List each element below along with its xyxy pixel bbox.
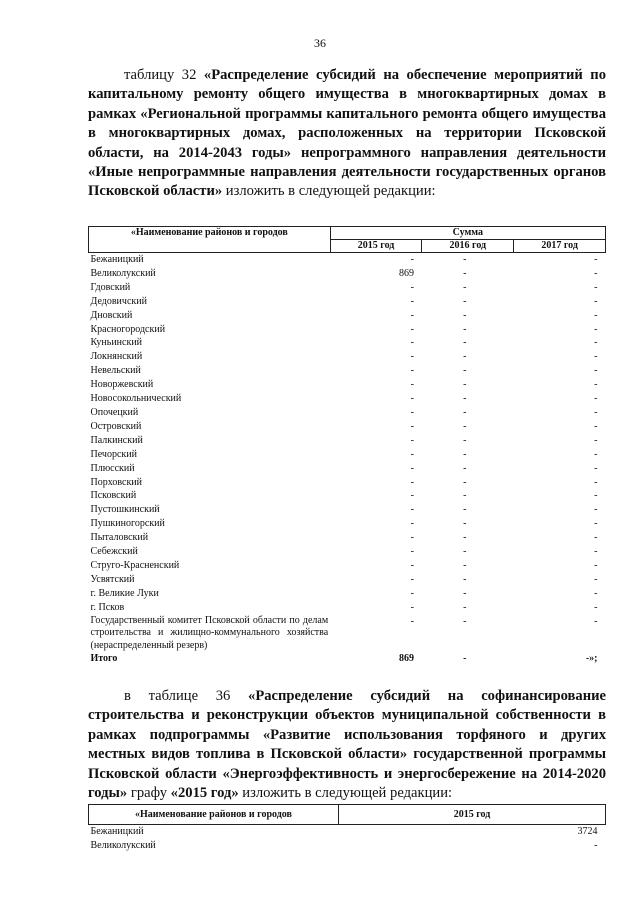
row-name: Опочецкий bbox=[90, 406, 139, 418]
table-row bbox=[89, 517, 606, 531]
row-value-2015: - bbox=[410, 504, 414, 516]
row-value-2015: - bbox=[594, 840, 598, 851]
table-row bbox=[89, 336, 606, 350]
row-value-2015: - bbox=[410, 601, 414, 613]
row-value-2017: - bbox=[594, 448, 598, 460]
page-number: 36 bbox=[314, 36, 326, 50]
table-row bbox=[89, 350, 606, 364]
table-row bbox=[89, 406, 606, 420]
row-value-2016: - bbox=[463, 448, 467, 460]
row-name: Невельский bbox=[90, 365, 141, 377]
row-value-2015: - bbox=[410, 420, 414, 432]
table-row bbox=[89, 378, 606, 392]
row-value-2017: - bbox=[594, 254, 598, 265]
table-row bbox=[89, 281, 606, 295]
row-value-2015: - bbox=[410, 559, 414, 571]
table-row bbox=[89, 531, 606, 545]
para2-bold1: «Распределение субсидий на софинансирование строительства и реконструкции объектов муниципальной собственности в рамках подпрограммы «Развитие использования торфяного и других местных видов топлива в Псковской области» государственной программы Псковской области «Энергоэффективность и энергосбережение на 2014-2020 годы» bbox=[88, 688, 606, 802]
row-value-2016: - bbox=[463, 462, 467, 474]
row-value-2015: 3724 bbox=[577, 826, 598, 837]
row-name: Великолукский bbox=[90, 267, 156, 279]
row-value-2015: - bbox=[410, 295, 414, 307]
row-name: Псковский bbox=[90, 490, 137, 502]
row-value-2016: - bbox=[463, 406, 467, 418]
row-value-2016: - bbox=[463, 379, 467, 391]
row-name: Плюсский bbox=[90, 462, 135, 474]
row-value-2017: - bbox=[594, 420, 598, 432]
row-value-2015: - bbox=[410, 365, 414, 377]
row-name: Государственный комитет Псковской области по делам строительства и жилищно-коммунального хозяйства (нераспределенный резерв) bbox=[90, 614, 329, 651]
table-row bbox=[89, 573, 606, 587]
table-row bbox=[89, 253, 606, 267]
table-row bbox=[89, 615, 606, 653]
row-value-2015: - bbox=[410, 393, 414, 405]
row-value-2015: - bbox=[410, 587, 414, 599]
row-name: Островский bbox=[90, 420, 142, 432]
row-value-2016: - bbox=[463, 476, 467, 488]
table-row bbox=[89, 476, 606, 490]
para2-bold2: «2015 год» bbox=[170, 785, 239, 802]
row-value-2017: - bbox=[594, 587, 598, 599]
row-value-2015: - bbox=[410, 573, 414, 585]
row-name: Новоржевский bbox=[90, 379, 154, 391]
row-value-2015: - bbox=[410, 323, 414, 335]
header-name: «Наименование районов и городов bbox=[89, 227, 331, 253]
header-year-2016: 2016 год bbox=[422, 240, 514, 253]
table-row bbox=[89, 559, 606, 573]
row-value-2017: - bbox=[594, 309, 598, 321]
row-name: г. Псков bbox=[90, 601, 125, 613]
row-value-2016: - bbox=[463, 309, 467, 321]
row-value-2017: - bbox=[594, 546, 598, 558]
table-row bbox=[89, 323, 606, 337]
row-value-2015: - bbox=[410, 546, 414, 558]
row-value-2016: - bbox=[463, 267, 467, 279]
row-name: Гдовский bbox=[90, 281, 131, 293]
subsidy-table-36 bbox=[88, 804, 606, 853]
row-value-2017: - bbox=[594, 462, 598, 474]
row-name: Дновский bbox=[90, 309, 133, 321]
row-value-2017: - bbox=[594, 406, 598, 418]
row-value-2017: - bbox=[594, 365, 598, 377]
row-value-2017: - bbox=[594, 504, 598, 516]
row-value-2017: - bbox=[594, 476, 598, 488]
total-row bbox=[89, 652, 606, 666]
row-value-2016: - bbox=[463, 601, 467, 613]
row-value-2015: - bbox=[410, 281, 414, 293]
header-year-2017: 2017 год bbox=[514, 240, 606, 253]
row-value-2016: - bbox=[463, 323, 467, 335]
table-row bbox=[89, 420, 606, 434]
row-value-2017: - bbox=[594, 379, 598, 391]
row-value-2017: - bbox=[594, 573, 598, 585]
row-value-2017: - bbox=[594, 601, 598, 613]
row-name: Бежаницкий bbox=[90, 254, 144, 265]
total-label: Итого bbox=[90, 653, 118, 665]
row-value-2017: - bbox=[594, 337, 598, 349]
row-value-2016: - bbox=[463, 532, 467, 544]
subsidy-table-32 bbox=[88, 226, 606, 666]
table-row bbox=[89, 839, 606, 853]
table-row bbox=[89, 825, 606, 840]
para1-lead: таблицу 32 bbox=[124, 67, 204, 83]
row-value-2016: - bbox=[463, 254, 467, 265]
row-value-2016: - bbox=[463, 295, 467, 307]
row-name: Пушкиногорский bbox=[90, 518, 165, 530]
header-year-2015: 2015 год bbox=[330, 240, 422, 253]
row-value-2015: - bbox=[410, 532, 414, 544]
row-name: Себежский bbox=[90, 546, 138, 558]
row-name: Красногородский bbox=[90, 323, 166, 335]
row-value-2015: - bbox=[410, 615, 414, 627]
row-name: Усвятский bbox=[90, 573, 135, 585]
row-value-2016: - bbox=[463, 420, 467, 432]
row-name: г. Великие Луки bbox=[90, 587, 159, 599]
row-value-2016: - bbox=[463, 615, 467, 627]
row-value-2015: - bbox=[410, 462, 414, 474]
table-row bbox=[89, 587, 606, 601]
row-value-2017: - bbox=[594, 393, 598, 405]
para1-tail: изложить в следующей редакции: bbox=[222, 183, 436, 200]
table-row bbox=[89, 503, 606, 517]
paragraph-table36-intro bbox=[88, 687, 606, 803]
row-name: Пустошкинский bbox=[90, 504, 160, 516]
row-value-2016: - bbox=[463, 546, 467, 558]
row-value-2015: - bbox=[410, 309, 414, 321]
row-value-2015: - bbox=[410, 448, 414, 460]
row-value-2016: - bbox=[463, 587, 467, 599]
row-value-2016: - bbox=[463, 281, 467, 293]
row-value-2016: - bbox=[463, 518, 467, 530]
row-name: Печорский bbox=[90, 448, 137, 460]
row-value-2016: - bbox=[463, 434, 467, 446]
total-value-2016: - bbox=[463, 653, 467, 665]
row-name: Куньинский bbox=[90, 337, 143, 349]
row-value-2016: - bbox=[463, 365, 467, 377]
row-value-2017: - bbox=[594, 615, 598, 627]
row-value-2016: - bbox=[463, 573, 467, 585]
row-value-2017: - bbox=[594, 518, 598, 530]
row-name: Струго-Красненский bbox=[90, 559, 180, 571]
row-value-2016: - bbox=[463, 504, 467, 516]
para2-lead: в таблице 36 bbox=[124, 688, 249, 704]
row-value-2015: - bbox=[410, 351, 414, 363]
row-value-2015: - bbox=[410, 406, 414, 418]
row-value-2017: - bbox=[594, 281, 598, 293]
row-value-2017: - bbox=[594, 490, 598, 502]
row-name: Порховский bbox=[90, 476, 143, 488]
table-row bbox=[89, 295, 606, 309]
row-value-2016: - bbox=[463, 393, 467, 405]
table-row bbox=[89, 392, 606, 406]
row-value-2016: - bbox=[463, 490, 467, 502]
table-row bbox=[89, 267, 606, 281]
row-name: Великолукский bbox=[90, 840, 156, 851]
row-value-2015: 869 bbox=[398, 267, 414, 279]
table-row bbox=[89, 462, 606, 476]
row-name: Пыталовский bbox=[90, 532, 149, 544]
t2-header-year: 2015 год bbox=[339, 805, 606, 825]
total-value-2017: -»; bbox=[585, 653, 598, 665]
row-value-2015: - bbox=[410, 254, 414, 265]
table-row bbox=[89, 309, 606, 323]
table-row bbox=[89, 448, 606, 462]
row-value-2015: - bbox=[410, 476, 414, 488]
row-value-2015: - bbox=[410, 337, 414, 349]
table-row bbox=[89, 545, 606, 559]
para1-bold: «Распределение субсидий на обеспечение мероприятий по капитальному ремонту общего имущества в многоквартирных домах в рамках «Региональной программы капитального ремонта общего имущества в многоквартирных домах, расположенных на территории Псковской области, на 2014-2043 годы» непрограммного направления деятельности «Иные непрограммные направления деятельности государственных органов Псковской области» bbox=[88, 67, 606, 200]
row-name: Палкинский bbox=[90, 434, 143, 446]
row-value-2016: - bbox=[463, 337, 467, 349]
para2-mid: графу bbox=[127, 785, 171, 802]
row-value-2015: - bbox=[410, 434, 414, 446]
paragraph-table32-intro bbox=[88, 66, 606, 202]
table-row bbox=[89, 434, 606, 448]
row-name: Бежаницкий bbox=[90, 826, 144, 837]
row-value-2015: - bbox=[410, 379, 414, 391]
row-name: Новосокольнический bbox=[90, 393, 182, 405]
para2-tail: изложить в следующей редакции: bbox=[238, 785, 453, 802]
row-value-2015: - bbox=[410, 518, 414, 530]
row-value-2017: - bbox=[594, 323, 598, 335]
row-name: Дедовичский bbox=[90, 295, 147, 307]
t2-header-name: «Наименование районов и городов bbox=[89, 805, 339, 825]
row-value-2017: - bbox=[594, 532, 598, 544]
row-value-2017: - bbox=[594, 267, 598, 279]
total-value-2015: 869 bbox=[398, 653, 414, 665]
row-value-2017: - bbox=[594, 351, 598, 363]
row-name: Локнянский bbox=[90, 351, 143, 363]
table-row bbox=[89, 364, 606, 378]
row-value-2017: - bbox=[594, 559, 598, 571]
row-value-2016: - bbox=[463, 351, 467, 363]
row-value-2017: - bbox=[594, 295, 598, 307]
row-value-2017: - bbox=[594, 434, 598, 446]
table-row bbox=[89, 489, 606, 503]
table-row bbox=[89, 601, 606, 615]
header-sum: Сумма bbox=[330, 227, 605, 240]
row-value-2016: - bbox=[463, 559, 467, 571]
row-value-2015: - bbox=[410, 490, 414, 502]
